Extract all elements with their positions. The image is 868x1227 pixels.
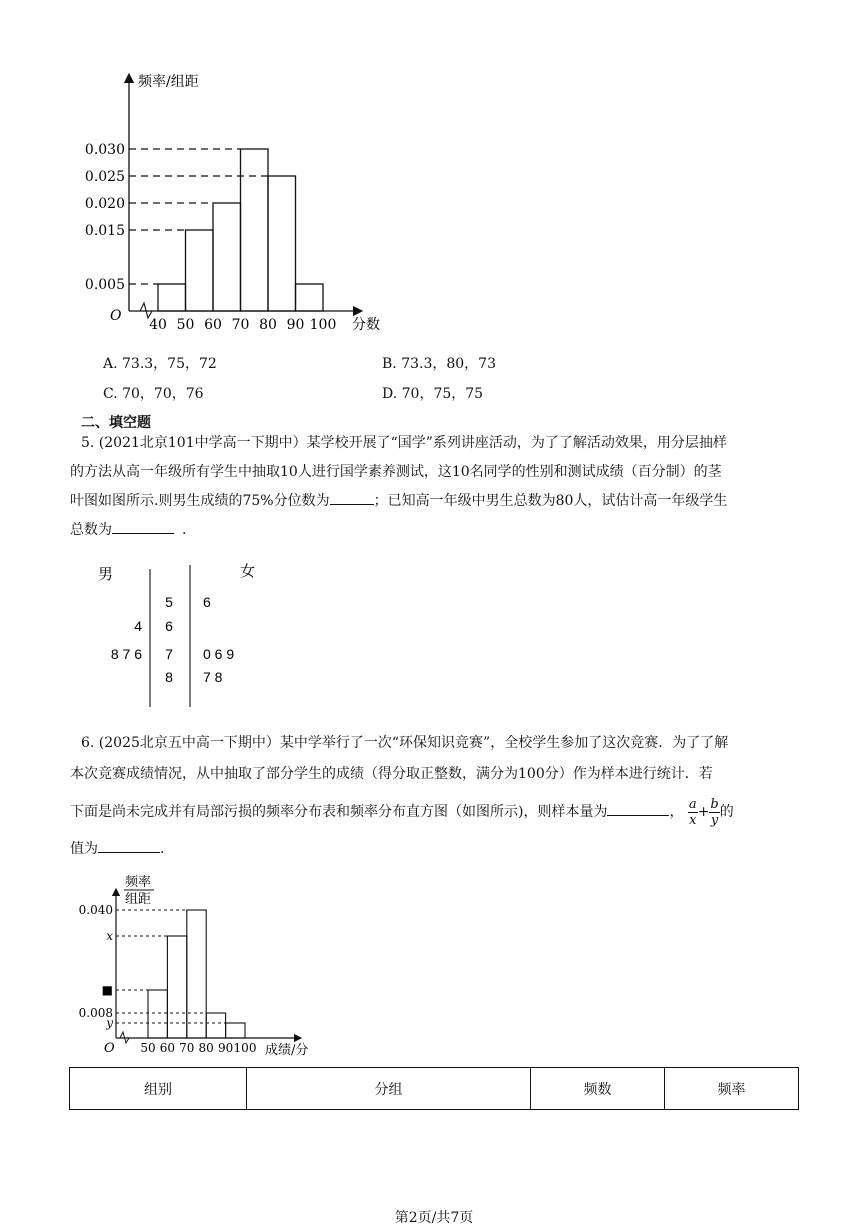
x-tick-label: 70 xyxy=(179,1041,195,1055)
bar-70-80 xyxy=(187,910,206,1038)
question-5 xyxy=(70,429,796,545)
y-tick-label: 0.008 xyxy=(78,1006,113,1020)
y-tick-label: 0.020 xyxy=(84,196,125,212)
origin-label-2: O xyxy=(104,1041,115,1056)
male-leaves: 4 xyxy=(134,618,142,634)
x-tick-label: 60 xyxy=(159,1041,176,1055)
x-tick-label: 90 xyxy=(286,317,305,333)
q6-line3b: ， xyxy=(669,804,684,820)
header-group-range: 分组 xyxy=(247,1068,531,1110)
x-tick-label: 50 xyxy=(140,1041,156,1055)
x-tick-label: 100 xyxy=(309,317,337,333)
x-axis-label: 分数 xyxy=(352,317,380,333)
bar-50-60 xyxy=(148,990,167,1038)
histogram-2 xyxy=(70,870,340,1060)
y-axis-label: 频率/组距 xyxy=(138,74,199,90)
female-label: 女 xyxy=(240,563,256,580)
q5-blank-2[interactable] xyxy=(112,519,174,534)
stem: 5 xyxy=(165,594,173,610)
q6-line1: 6. (2025北京五中高一下期中）某中学举行了一次“环保知识竞赛”，全校学生参加了这次竞赛．为了了解 xyxy=(81,735,729,751)
plus-sign: + xyxy=(697,804,710,820)
fraction-a-over-x: $\frac{a}{x}$ xyxy=(688,796,697,828)
histogram-1 xyxy=(0,0,420,340)
y-tick-label: 0.015 xyxy=(84,223,125,239)
male-leaves: 8 7 6 xyxy=(110,646,142,662)
female-leaves: 0 6 9 xyxy=(203,646,235,662)
option-a[interactable]: A. 73.3，75，72 xyxy=(103,356,217,372)
y-tick-label: 0.005 xyxy=(84,277,125,293)
q6-line2: 本次竞赛成绩情况，从中抽取了部分学生的成绩（得分取正整数，满分为100分）作为样本进行统计．若 xyxy=(70,766,713,782)
y-tick-label: x xyxy=(106,929,113,943)
stem: 8 xyxy=(165,669,173,685)
x-tick-label: 80 xyxy=(198,1041,214,1055)
header-count: 频数 xyxy=(531,1068,665,1110)
option-c[interactable]: C. 70，70，76 xyxy=(103,386,204,402)
q5-line3b: ；已知高一年级中男生总数为80人，试估计高一年级学生 xyxy=(373,493,728,509)
option-d[interactable]: D. 70，75，75 xyxy=(382,386,484,402)
bar-90-100 xyxy=(296,284,324,311)
male-label: 男 xyxy=(98,566,114,583)
bar-70-80 xyxy=(241,149,269,311)
q6-blank-2[interactable] xyxy=(98,838,160,853)
x-tick-label: 90 xyxy=(217,1041,234,1055)
frequency-table xyxy=(69,1067,799,1110)
q5-line1: 5. (2021北京101中学高一下期中）某学校开展了“国学”系列讲座活动，为了了解活动效果，用分层抽样 xyxy=(81,435,727,451)
y-label-bottom: 组距 xyxy=(125,892,152,907)
q5-line4b: . xyxy=(182,522,187,538)
page-footer: 第2页/共7页 xyxy=(394,1210,474,1226)
x-tick-label: 50 xyxy=(176,317,195,333)
question-6 xyxy=(70,729,796,864)
y-label-top: 频率 xyxy=(125,875,152,890)
q5-line4 xyxy=(70,516,796,545)
bar-50-60 xyxy=(186,230,214,311)
q6-line3 xyxy=(70,795,796,829)
fraction-b-over-y: $\frac{b}{y}$ xyxy=(710,796,719,828)
y-tick-label: ■ xyxy=(101,983,113,997)
bar-60-70 xyxy=(213,203,241,311)
stem: 7 xyxy=(165,646,173,662)
q5-line3a: 叶图如图所示.则男生成绩的75%分位数为 xyxy=(70,493,330,509)
section-title: 二、填空题 xyxy=(81,415,151,431)
bar-80-90 xyxy=(206,1013,225,1038)
y-tick-label: 0.030 xyxy=(84,142,125,158)
q5-line3 xyxy=(70,487,796,516)
female-leaves: 7 8 xyxy=(203,669,223,685)
stem: 6 xyxy=(165,618,173,634)
q6-line4a: 值为 xyxy=(70,841,98,857)
x-tick-label: 80 xyxy=(259,317,277,333)
x-tick-label: 70 xyxy=(231,317,250,333)
x-tick-label: 40 xyxy=(149,317,167,333)
q6-line3a: 下面是尚未完成并有局部污损的频率分布表和频率分布直方图（如图所示)，则样本量为 xyxy=(70,804,608,820)
q5-line2: 的方法从高一年级所有学生中抽取10人进行国学素养测试，这10名同学的性别和测试成绩（百分制）的茎 xyxy=(70,464,722,480)
q5-line4a: 总数为 xyxy=(70,522,112,538)
option-b[interactable]: B. 73.3，80，73 xyxy=(382,356,496,372)
x-tick-label: 60 xyxy=(204,317,222,333)
y-tick-label: 0.040 xyxy=(78,903,113,917)
bar-90-100 xyxy=(226,1023,245,1038)
q6-line4 xyxy=(70,835,796,864)
x-tick-label: 100 xyxy=(233,1041,257,1055)
table-header-row xyxy=(70,1068,799,1110)
q6-blank-1[interactable] xyxy=(607,801,669,816)
q5-blank-1[interactable] xyxy=(330,490,374,505)
origin-label: O xyxy=(110,308,122,324)
bar-40-50 xyxy=(158,284,186,311)
q6-line4b: . xyxy=(160,841,165,857)
female-leaves: 6 xyxy=(203,594,211,610)
header-group-id: 组别 xyxy=(70,1068,247,1110)
header-frequency: 频率 xyxy=(665,1068,799,1110)
x-axis-label-2: 成绩/分 xyxy=(265,1043,309,1058)
bar-80-90 xyxy=(268,176,296,311)
q6-line3c: 的 xyxy=(719,804,734,820)
y-tick-label: 0.025 xyxy=(84,169,125,185)
y-tick-label: y xyxy=(106,1016,113,1030)
stem-leaf-plot xyxy=(80,555,300,715)
